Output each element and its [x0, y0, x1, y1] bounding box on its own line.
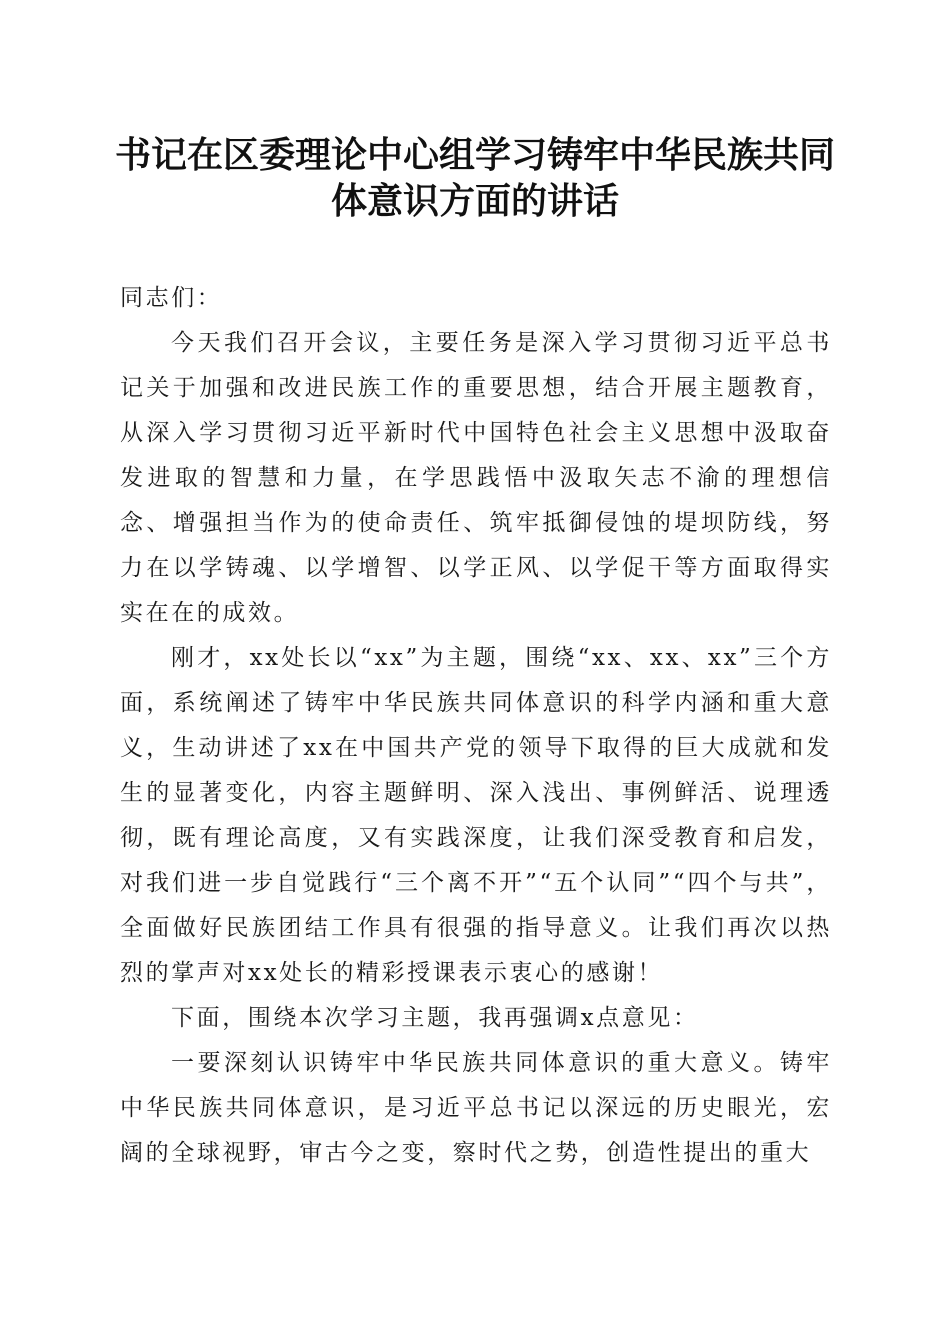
- document-title: [100, 132, 850, 224]
- document-body: [120, 276, 832, 1176]
- title-line-2: 体意识方面的讲话: [330, 180, 619, 222]
- salutation: 同志们：: [120, 285, 223, 311]
- title-line-1: 书记在区委理论中心组学习铸牢中华民族共同: [114, 134, 835, 176]
- paragraph-2: 刚才，xx处长以“xx”为主题，围绕“xx、xx、xx”三个方面，系统阐述了铸牢中华民族共同体意识的科学内涵和重大意义，生动讲述了xx在中国共产党的领导下取得的巨大成就和发生的显著变化，内容主题鲜明、深入浅出、事例鲜活、说理透彻，既有理论高度，又有实践深度，让我们深受教育和启发，对我们进一步自觉践行“三个离不开”“五个认同”“四个与共”，全面做好民族团结工作具有很强的指导意义。让我们再次以热烈的掌声对xx处长的精彩授课表示衷心的感谢！: [120, 645, 832, 986]
- paragraph-4: 一要深刻认识铸牢中华民族共同体意识的重大意义。铸牢中华民族共同体意识，是习近平总书记以深远的历史眼光，宏阔的全球视野，审古今之变，察时代之势，创造性提出的重大: [120, 1050, 832, 1166]
- paragraph-1: 今天我们召开会议，主要任务是深入学习贯彻习近平总书记关于加强和改进民族工作的重要思想，结合开展主题教育，从深入学习贯彻习近平新时代中国特色社会主义思想中汲取奋发进取的智慧和力量，在学思践悟中汲取矢志不渝的理想信念、增强担当作为的使命责任、筑牢抵御侵蚀的堤坝防线，努力在以学铸魂、以学增智、以学正风、以学促干等方面取得实实在在的成效。: [120, 330, 832, 626]
- paragraph-3: 下面，围绕本次学习主题，我再强调x点意见：: [171, 1005, 699, 1031]
